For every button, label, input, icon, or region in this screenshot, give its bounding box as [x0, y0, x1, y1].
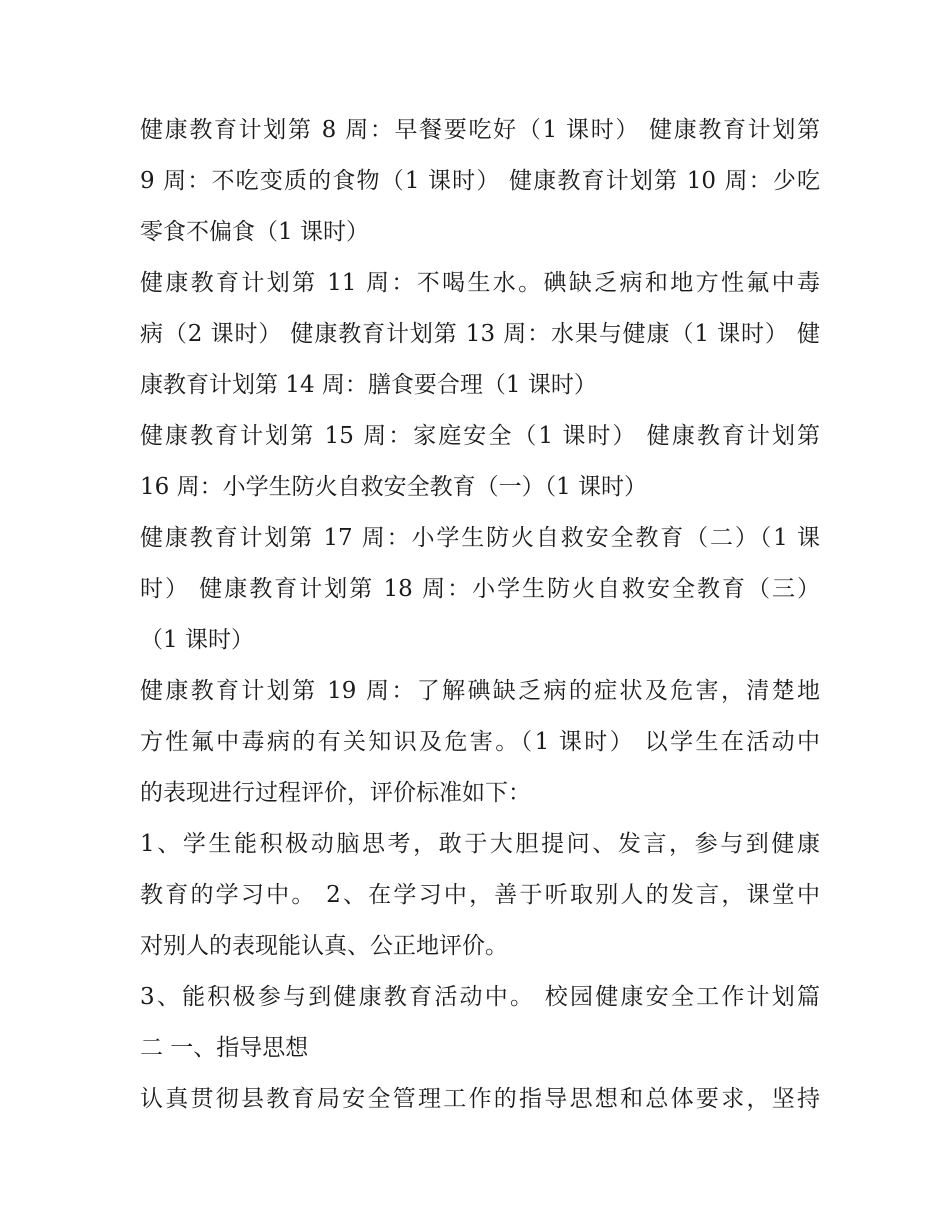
text-line: 健康教育计划第 15 周：家庭安全（1 课时） 健康教育计划第: [140, 423, 820, 449]
text-line: 健康教育计划第 19 周：了解碘缺乏病的症状及危害，清楚地: [140, 678, 820, 704]
text-line: （1 课时）: [140, 627, 254, 653]
text-line: 16 周：小学生防火自救安全教育（一）（1 课时）: [140, 474, 648, 500]
text-line: 康教育计划第 14 周：膳食要合理（1 课时）: [140, 372, 597, 398]
text-line: 方性氟中毒病的有关知识及危害。（1 课时） 以学生在活动中: [140, 729, 820, 755]
text-line: 健康教育计划第 11 周：不喝生水。碘缺乏病和地方性氟中毒: [140, 270, 820, 296]
text-line: 1、学生能积极动脑思考，敢于大胆提问、发言，参与到健康: [140, 831, 820, 857]
text-line: 时） 健康教育计划第 18 周：小学生防火自救安全教育（三）: [140, 576, 820, 602]
text-line: 零食不偏食（1 课时）: [140, 219, 369, 245]
text-line: 认真贯彻县教育局安全管理工作的指导思想和总体要求，坚持: [140, 1086, 820, 1112]
text-line: 9 周：不吃变质的食物（1 课时） 健康教育计划第 10 周：少吃: [140, 168, 820, 194]
text-line: 二 一、指导思想: [140, 1035, 309, 1061]
text-line: 病（2 课时） 健康教育计划第 13 周：水果与健康（1 课时） 健: [140, 321, 820, 347]
text-line: 的表现进行过程评价，评价标准如下：: [140, 780, 531, 806]
text-line: 对别人的表现能认真、公正地评价。: [140, 933, 508, 959]
document-body: [140, 105, 820, 1125]
text-line: 3、能积极参与到健康教育活动中。 校园健康安全工作计划篇: [140, 984, 820, 1010]
text-line: 健康教育计划第 8 周：早餐要吃好（1 课时） 健康教育计划第: [140, 117, 820, 143]
text-line: 健康教育计划第 17 周：小学生防火自救安全教育（二）（1 课: [140, 525, 820, 551]
text-line: 教育的学习中。 2、在学习中，善于听取别人的发言，课堂中: [140, 882, 820, 908]
